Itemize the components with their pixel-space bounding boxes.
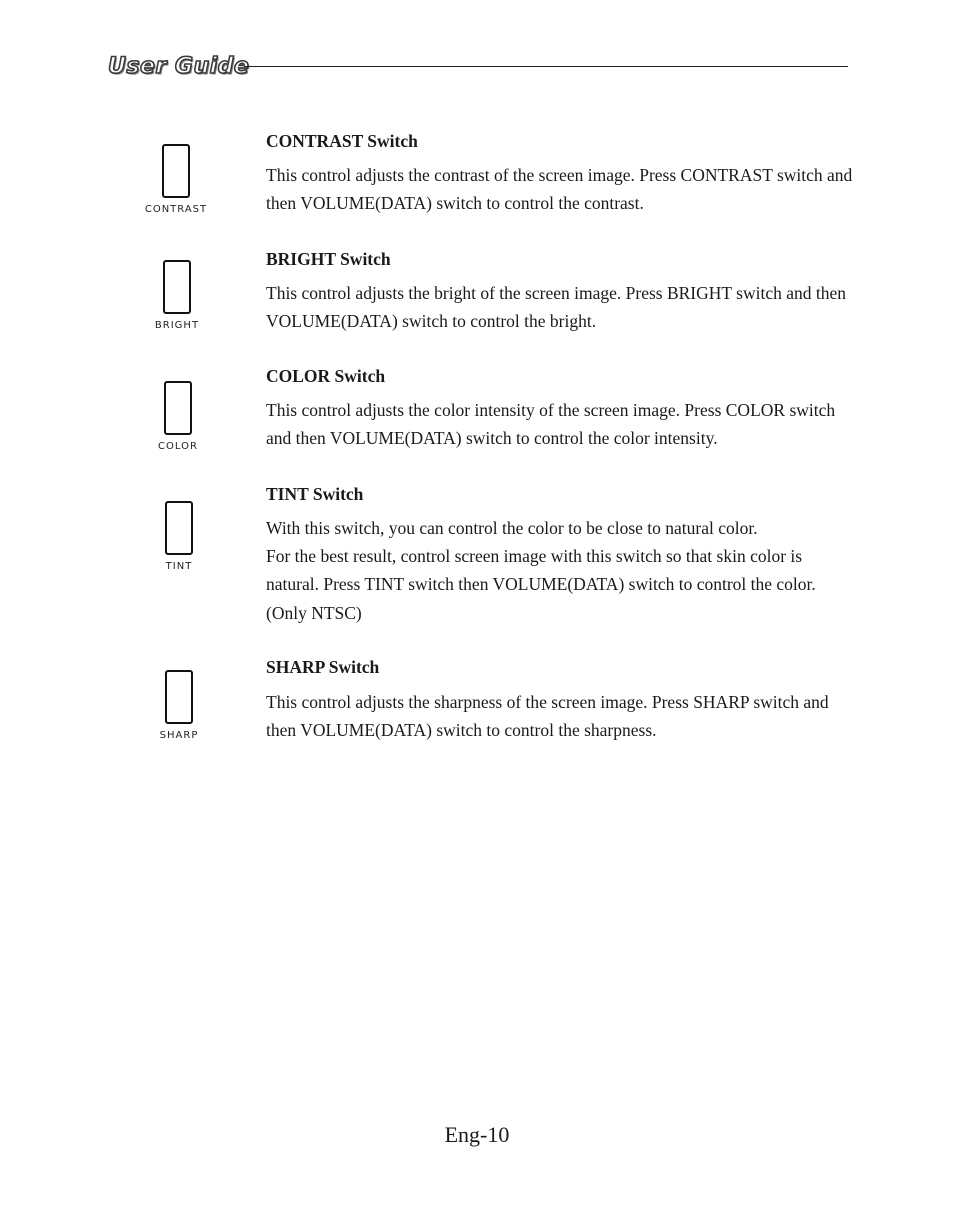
- tint-switch-button-icon: [165, 501, 193, 555]
- tint-switch-label: TINT: [165, 561, 193, 572]
- tint-section-body: [266, 514, 856, 627]
- sharp-section-body: This control adjusts the sharpness of the screen image. Press SHARP switch and then VOLUME(DATA) switch to control the sharpness.: [266, 692, 829, 741]
- contrast-switch: [131, 144, 221, 215]
- color-section-body: This control adjusts the color intensity of the screen image. Press COLOR switch and then VOLUME(DATA) switch to control the color intensity.: [266, 400, 836, 449]
- color-switch-label: COLOR: [158, 441, 198, 452]
- contrast-switch-label: CONTRAST: [144, 204, 208, 215]
- sharp-switch-label: SHARP: [159, 730, 199, 741]
- sharp-switch: [134, 670, 224, 741]
- contrast-section-body: This control adjusts the contrast of the screen image. Press CONTRAST switch and then VOLUME(DATA) switch to control the contrast.: [266, 165, 853, 214]
- bright-switch-label: BRIGHT: [154, 320, 200, 331]
- tint-section-title: TINT Switch: [266, 484, 364, 504]
- header-divider: [244, 66, 848, 67]
- color-switch-button-icon: [164, 381, 192, 435]
- color-switch: [133, 381, 223, 452]
- tint-section-body-line1: With this switch, you can control the color to be close to natural color.: [266, 518, 758, 538]
- sharp-switch-button-icon: [165, 670, 193, 724]
- bright-switch: [132, 260, 222, 331]
- contrast-switch-button-icon: [162, 144, 190, 198]
- contrast-section-title: CONTRAST Switch: [266, 131, 418, 151]
- color-section-title: COLOR Switch: [266, 366, 386, 386]
- sharp-section-title: SHARP Switch: [266, 657, 380, 677]
- bright-section-title: BRIGHT Switch: [266, 249, 391, 269]
- tint-section-body-line2: For the best result, control screen image with this switch so that skin color is natural. Press TINT switch then VOLUME(DATA) switch to control the color. (Only NTSC): [266, 546, 816, 623]
- tint-switch: [134, 501, 224, 572]
- bright-switch-button-icon: [163, 260, 191, 314]
- header-title: User Guide: [108, 54, 250, 79]
- bright-section-body: This control adjusts the bright of the screen image. Press BRIGHT switch and then VOLUME(DATA) switch to control the bright.: [266, 283, 846, 332]
- page-number: Eng-10: [444, 1122, 510, 1147]
